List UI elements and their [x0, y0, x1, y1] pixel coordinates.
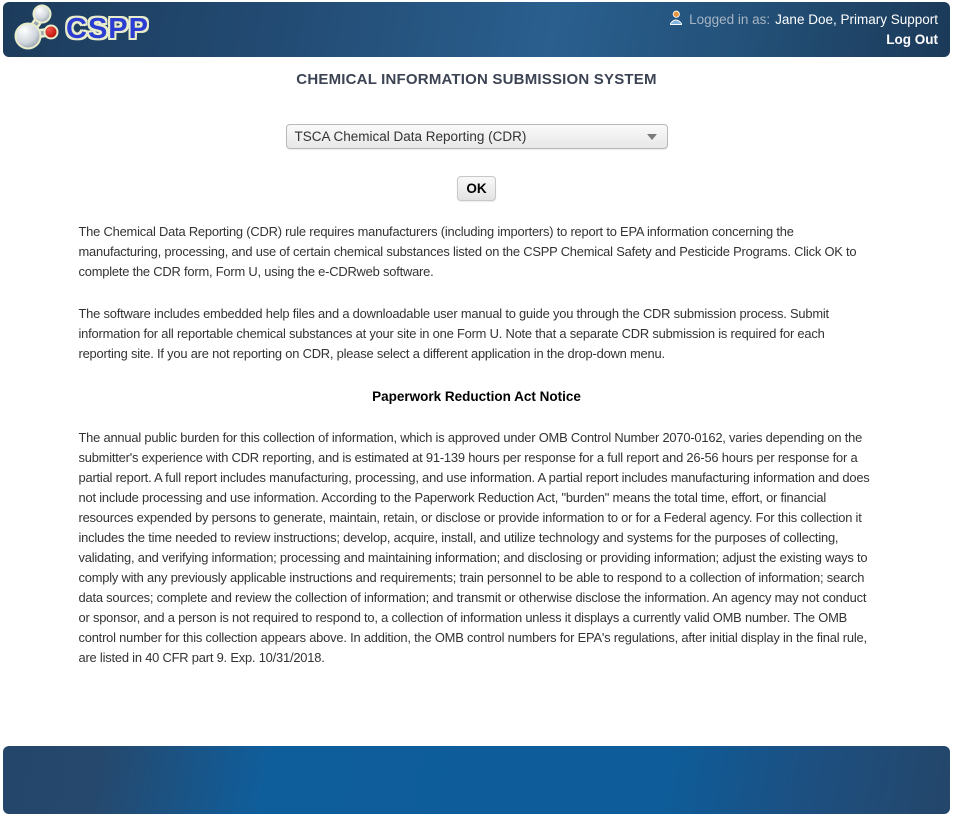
chevron-down-icon: [647, 134, 657, 140]
logo-text: CSPP: [66, 13, 149, 45]
page: [0, 2, 953, 815]
intro-paragraph-1: The Chemical Data Reporting (CDR) rule requires manufacturers (including importers) to report to EPA information concerning the manufacturing, processing, and use of certain chemical substances listed on the CSPP Chemical Safety and Pesticide Programs. Click OK to complete the CDR form, Form U, using the e-CDRweb software.: [78, 224, 857, 279]
logged-in-label: Logged in as:: [689, 11, 771, 27]
logout-link[interactable]: Log Out: [886, 32, 938, 47]
ok-button[interactable]: OK: [457, 176, 495, 201]
app-header: [3, 2, 950, 57]
main-content: [0, 57, 953, 668]
notice-heading: Paperwork Reduction Act Notice: [372, 389, 581, 404]
ok-button-wrap: [0, 176, 953, 201]
cspp-logo[interactable]: [3, 2, 149, 57]
application-select-value: TSCA Chemical Data Reporting (CDR): [294, 129, 527, 144]
intro-paragraph-2: The software includes embedded help files and a downloadable user manual to guide you through the CDR submission process. Submit information for all reportable chemical substances at your site in one Form U. Note that a separate CDR submission is required for each reporting site. If you are not reporting on CDR, please select a different application in the drop-down menu.: [78, 306, 829, 361]
logged-in-user: Jane Doe, Primary Support: [775, 11, 938, 27]
app-footer: [3, 746, 950, 814]
molecule-icon: [12, 2, 59, 57]
application-select-wrap: [0, 124, 953, 149]
user-area: [667, 10, 938, 47]
user-icon: [667, 10, 684, 28]
page-title: CHEMICAL INFORMATION SUBMISSION SYSTEM: [296, 71, 657, 88]
notice-paragraph: The annual public burden for this collection of information, which is approved under OMB Control Number 2070-0162, varies depending on the submitter's experience with CDR reporting, and is estimated at 91-139 hours per response for a full report and 26-56 hours per response for a partial report. A full report includes manufacturing, processing, and use information. A partial report includes manufacturing information and does not include processing and use information. According to the Paperwork Reduction Act, "burden" means the total time, effort, or financial resources expended by persons to generate, maintain, retain, or disclose or provide information to or for a Federal agency. For this collection it includes the time needed to review instructions; develop, acquire, install, and utilize technology and systems for the purposes of collecting, validating, and verifying information; processing and maintaining information; and disclosing or providing information; adjust the existing ways to comply with any previously applicable instructions and requirements; train personnel to be able to respond to a collection of information; search data sources; complete and review the collection of information; and transmit or otherwise disclose the information. An agency may not conduct or sponsor, and a person is not required to respond to, a collection of information unless it displays a currently valid OMB number. The OMB control number for this collection appears above. In addition, the OMB control numbers for EPA's regulations, after initial display in the final rule, are listed in 40 CFR part 9. Exp. 10/31/2018.: [78, 430, 870, 665]
application-select[interactable]: [286, 124, 668, 149]
